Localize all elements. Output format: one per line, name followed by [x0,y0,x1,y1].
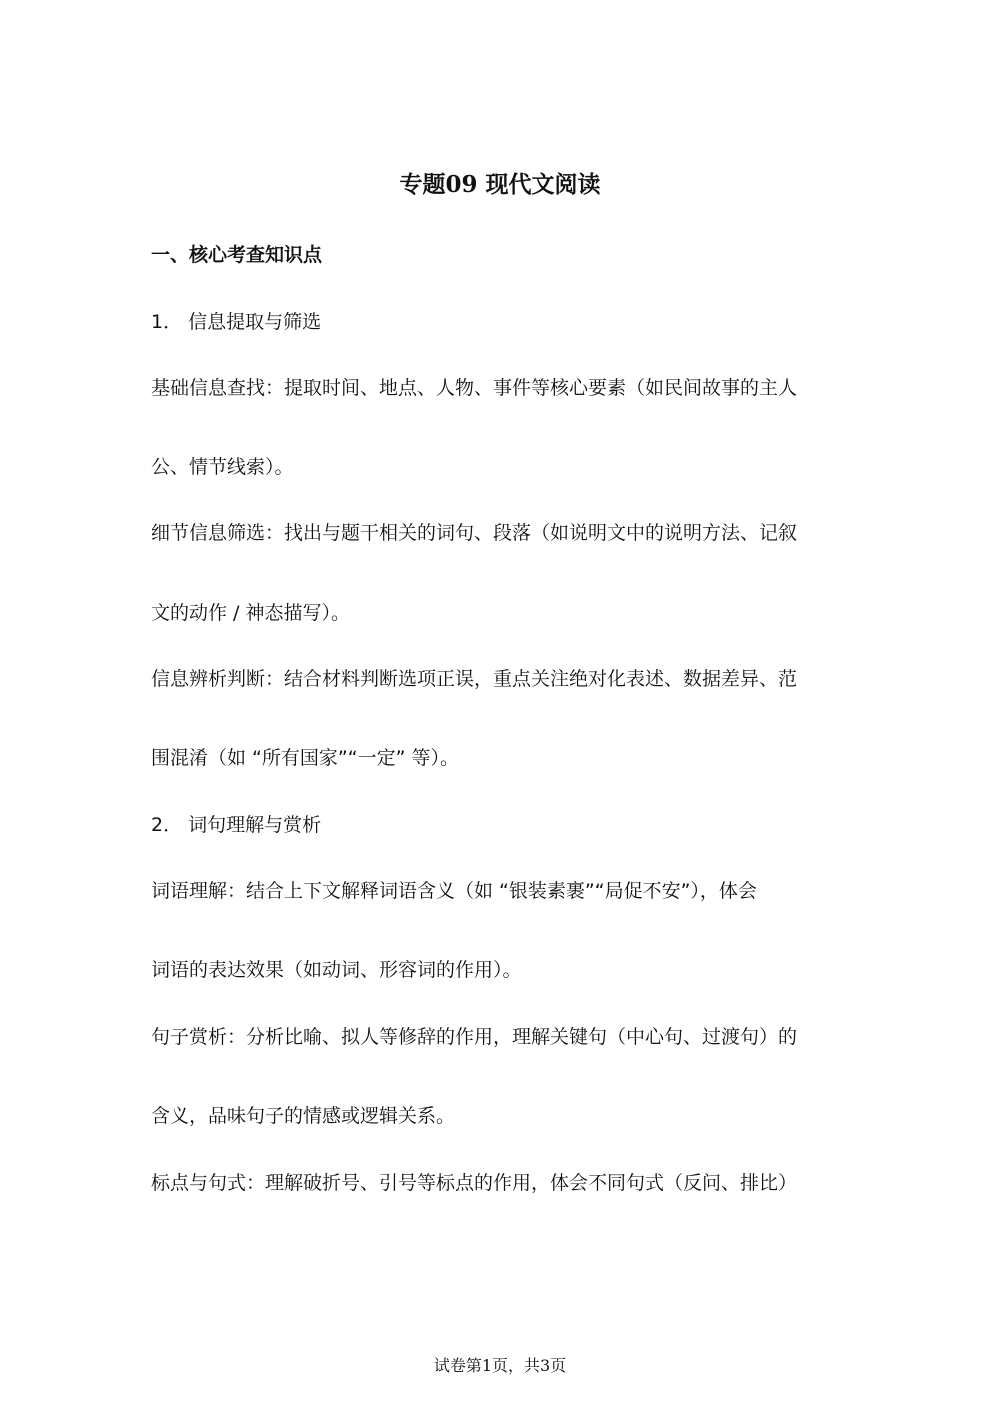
section-heading-core-knowledge: 一、核心考查知识点 [151,244,323,266]
page-number-footer: 试卷第1页，共3页 [433,1356,567,1375]
paragraph-detail-info-line2: 文的动作 / 神态描写）。 [151,602,350,624]
document-title: 专题09 现代文阅读 [399,171,601,198]
paragraph-info-judgement-line2: 围混淆（如 “所有国家”“一定” 等）。 [151,747,459,769]
paragraph-basic-info-line2: 公、情节线索）。 [151,456,294,478]
paragraph-sentence-appreciation-line1: 句子赏析：分析比喻、拟人等修辞的作用，理解关键句（中心句、过渡句）的 [151,1026,798,1048]
item-heading-word-sentence-analysis: 2． 词句理解与赏析 [151,814,322,836]
paragraph-word-understanding-line2: 词语的表达效果（如动词、形容词的作用）。 [151,959,522,981]
paragraph-word-understanding-line1: 词语理解：结合上下文解释词语含义（如 “银装素裹”“局促不安”），体会 [151,880,757,902]
paragraph-info-judgement-line1: 信息辨析判断：结合材料判断选项正误，重点关注绝对化表述、数据差异、范 [151,668,798,690]
paragraph-basic-info-line1: 基础信息查找：提取时间、地点、人物、事件等核心要素（如民间故事的主人 [151,377,798,399]
paragraph-detail-info-line1: 细节信息筛选：找出与题干相关的词句、段落（如说明文中的说明方法、记叙 [151,522,798,544]
paragraph-punctuation-sentence-line1: 标点与句式：理解破折号、引号等标点的作用，体会不同句式（反问、排比） [151,1172,798,1194]
item-heading-information-extraction: 1． 信息提取与筛选 [151,311,322,333]
paragraph-sentence-appreciation-line2: 含义，品味句子的情感或逻辑关系。 [151,1105,456,1127]
